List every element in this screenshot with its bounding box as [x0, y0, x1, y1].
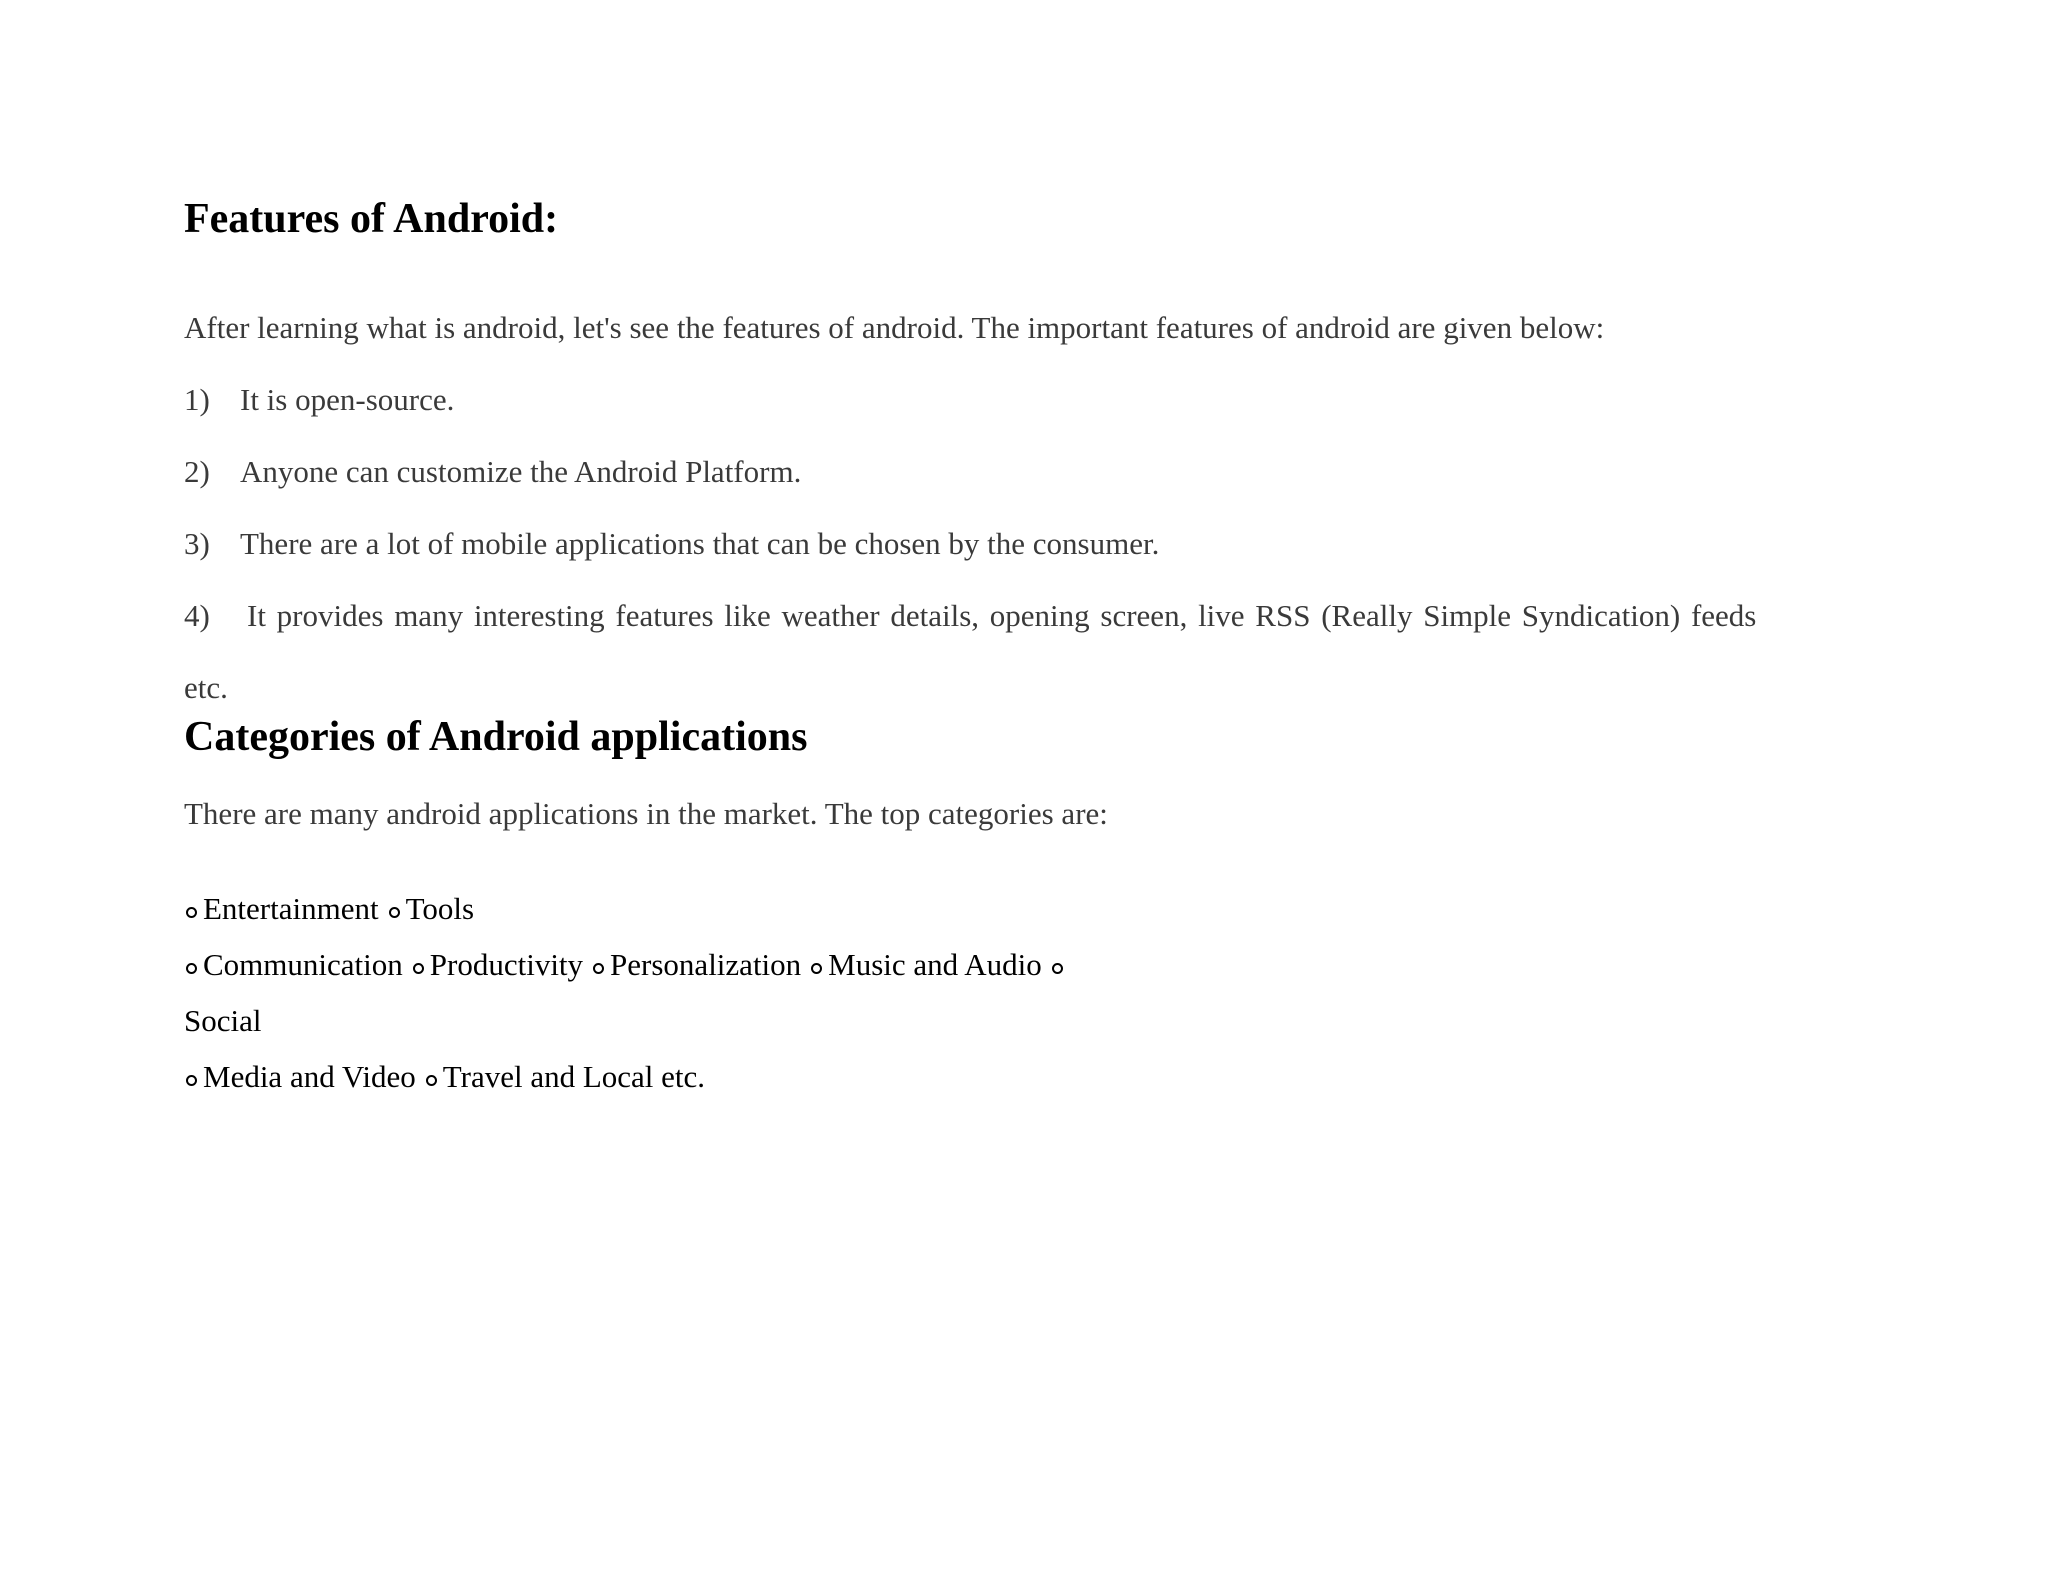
feature-item-2-text: Anyone can customize the Android Platform. [240, 454, 802, 489]
category-item: Productivity [411, 949, 583, 980]
circle-bullet-icon [186, 963, 197, 974]
circle-bullet-icon [593, 963, 604, 974]
category-item: Personalization [591, 949, 801, 980]
category-item: Travel and Local etc. [424, 1061, 705, 1092]
category-item: Tools [387, 893, 474, 924]
circle-bullet-icon [389, 907, 400, 918]
circle-bullet-icon [426, 1075, 437, 1086]
category-line-4 [184, 1061, 705, 1092]
category-line-1 [184, 893, 474, 924]
feature-item-1 [184, 384, 454, 415]
category-item: Music and Audio [809, 949, 1042, 980]
category-item: Social [184, 1003, 262, 1038]
feature-item-4-number: 4) [184, 598, 210, 633]
feature-item-1-text: It is open-source. [240, 382, 455, 417]
feature-item-4 [184, 600, 1756, 631]
circle-bullet-icon [811, 963, 822, 974]
circle-bullet-icon [413, 963, 424, 974]
category-item: Media and Video [184, 1061, 416, 1092]
feature-item-3 [184, 528, 1159, 559]
category-line-3 [184, 1005, 262, 1036]
features-heading: Features of Android: [184, 196, 559, 242]
feature-item-2 [184, 456, 801, 487]
categories-intro: There are many android applications in the market. The top categories are: [184, 796, 1108, 831]
feature-item-3-text: There are a lot of mobile applications that can be chosen by the consumer. [240, 526, 1160, 561]
feature-item-2-number: 2) [184, 454, 210, 489]
circle-bullet-icon [186, 1075, 197, 1086]
circle-bullet-icon [186, 907, 197, 918]
feature-item-1-number: 1) [184, 382, 210, 417]
feature-item-4-text: It provides many interesting features like weather details, opening screen, live RSS (Really Simple Syndication) feeds [247, 598, 1757, 633]
feature-item-3-number: 3) [184, 526, 210, 561]
categories-heading: Categories of Android applications [184, 714, 808, 760]
category-item: Communication [184, 949, 403, 980]
circle-bullet-icon [1052, 963, 1063, 974]
category-line-2 [184, 949, 1069, 980]
features-intro: After learning what is android, let's see the features of android. The important features of android are given below: [184, 310, 1605, 345]
feature-item-4-continuation: etc. [184, 670, 228, 705]
category-item: Entertainment [184, 893, 379, 924]
